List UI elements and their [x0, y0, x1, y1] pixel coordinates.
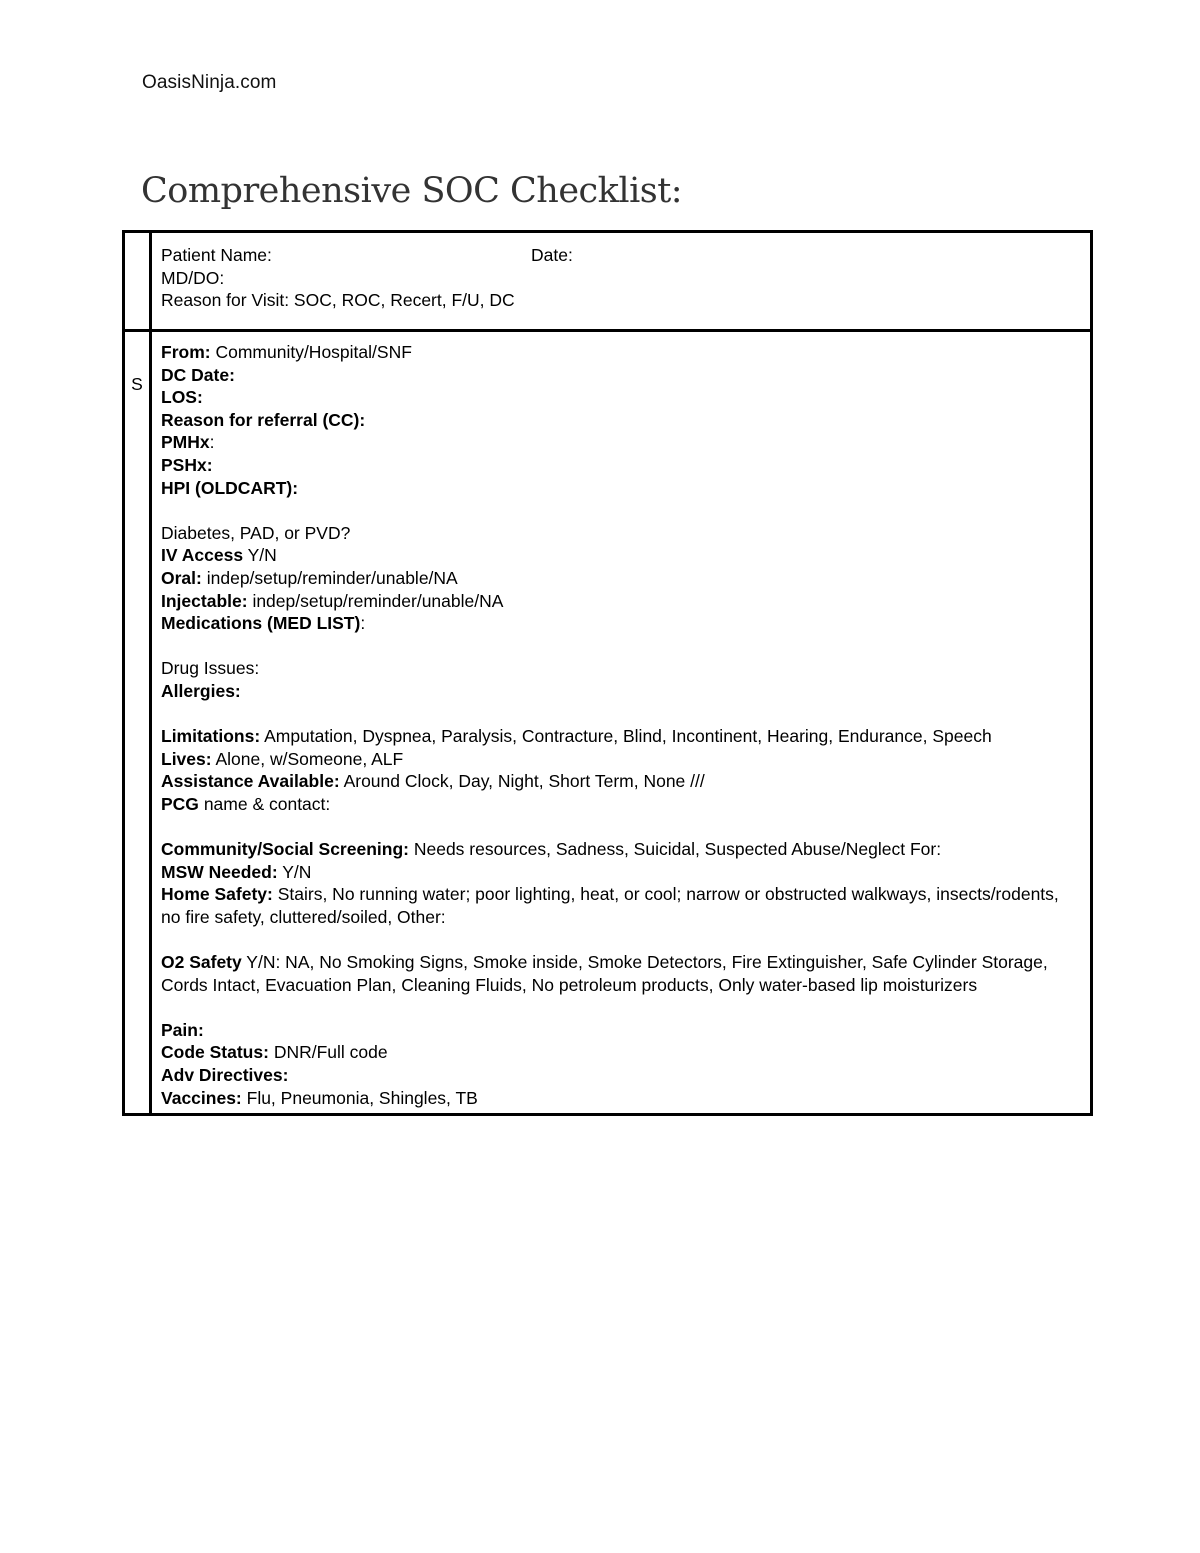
o2-safety-line	[161, 951, 1080, 996]
home-safety-line	[161, 883, 1080, 928]
from-value: Community/Hospital/SNF	[215, 342, 412, 362]
section-s-label: S	[131, 374, 143, 395]
allergies-line	[161, 680, 1080, 703]
assistance-line	[161, 770, 1080, 793]
pcg-line	[161, 793, 1080, 816]
limitations-value: Amputation, Dyspnea, Paralysis, Contracture, Blind, Incontinent, Hearing, Endurance, Speech	[264, 726, 992, 747]
medications-colon: :	[360, 613, 366, 634]
from-label: From:	[161, 342, 211, 362]
injectable-line	[161, 590, 1080, 613]
iv-access-value: Y/N	[247, 545, 277, 566]
dc-date-label: DC Date:	[161, 364, 235, 385]
reason-referral-line	[161, 409, 1080, 432]
pmhx-colon: :	[209, 432, 215, 453]
los-line	[161, 386, 1080, 409]
code-status-label: Code Status:	[161, 1042, 269, 1063]
code-status-value: DNR/Full code	[273, 1042, 388, 1063]
msw-label: MSW Needed:	[161, 861, 278, 882]
spacer	[161, 996, 1080, 1019]
msw-value: Y/N	[282, 861, 312, 882]
adv-directives-line	[161, 1064, 1080, 1087]
lives-value: Alone, w/Someone, ALF	[215, 748, 404, 769]
injectable-label: Injectable:	[161, 590, 248, 611]
adv-directives-label: Adv Directives:	[161, 1065, 289, 1085]
subjective-row	[124, 331, 1092, 1115]
msw-line	[161, 861, 1080, 884]
lives-label: Lives:	[161, 748, 212, 769]
allergies-label: Allergies:	[161, 680, 241, 701]
home-safety-value: Stairs, No running water; poor lighting, heat, or cool; narrow or obstructed walkways, insects/rodents, no fire safety, cluttered/soiled, Other:	[161, 884, 1059, 927]
iv-access-label: IV Access	[161, 545, 244, 566]
patient-info-row	[124, 232, 1092, 331]
patient-name-line	[161, 244, 1080, 267]
vaccines-value: Flu, Pneumonia, Shingles, TB	[246, 1087, 478, 1108]
spacer	[161, 928, 1080, 951]
medications-line	[161, 612, 1080, 635]
pshx-line	[161, 454, 1080, 477]
community-value: Needs resources, Sadness, Suicidal, Suspected Abuse/Neglect For:	[413, 839, 942, 860]
community-label: Community/Social Screening:	[161, 839, 409, 860]
home-safety-label: Home Safety:	[161, 884, 273, 905]
assistance-label: Assistance Available:	[161, 771, 340, 792]
assistance-value: Around Clock, Day, Night, Short Term, None ///	[343, 771, 705, 792]
o2-safety-value: Y/N: NA, No Smoking Signs, Smoke inside, Smoke Detectors, Fire Extinguisher, Safe Cylinder Storage, Cords Intact, Evacuation Plan, Cleaning Fluids, No petroleum products, Only water-based lip moisturizers	[161, 952, 1048, 995]
soc-checklist-table	[122, 230, 1093, 1116]
medications-label: Medications (MED LIST)	[161, 613, 361, 634]
spacer	[161, 815, 1080, 838]
lives-line	[161, 748, 1080, 771]
pmhx-label: PMHx	[161, 432, 210, 453]
vaccines-label: Vaccines:	[161, 1087, 242, 1108]
patient-info-cell	[151, 232, 1092, 331]
patient-info-label-cell	[124, 232, 151, 331]
subjective-label-cell	[124, 331, 151, 1115]
hpi-label: HPI (OLDCART):	[161, 477, 299, 498]
drug-issues-line: Drug Issues:	[161, 658, 260, 679]
spacer	[161, 499, 1080, 522]
pcg-value: name & contact:	[203, 793, 331, 814]
iv-access-line	[161, 544, 1080, 567]
pcg-label: PCG	[161, 793, 199, 814]
reason-referral-label: Reason for referral (CC):	[161, 409, 366, 430]
reason-for-visit-line: Reason for Visit: SOC, ROC, Recert, F/U, DC	[161, 290, 515, 311]
diabetes-line: Diabetes, PAD, or PVD?	[161, 522, 351, 543]
oral-label: Oral:	[161, 567, 202, 588]
limitations-label: Limitations:	[161, 726, 261, 747]
code-status-line	[161, 1041, 1080, 1064]
oral-value: indep/setup/reminder/unable/NA	[206, 567, 458, 588]
md-do-line: MD/DO:	[161, 267, 225, 288]
pain-line	[161, 1019, 1080, 1042]
pmhx-line	[161, 431, 1080, 454]
subjective-cell	[151, 331, 1092, 1115]
oral-line	[161, 567, 1080, 590]
from-line	[161, 341, 1080, 364]
los-label: LOS:	[161, 387, 203, 408]
injectable-value: indep/setup/reminder/unable/NA	[252, 590, 504, 611]
pshx-label: PSHx:	[161, 454, 213, 475]
patient-name-label: Patient Name:	[161, 245, 272, 265]
pain-label: Pain:	[161, 1019, 204, 1040]
spacer	[161, 635, 1080, 658]
page-title: Comprehensive SOC Checklist:	[141, 171, 683, 211]
vaccines-line	[161, 1087, 1080, 1110]
date-label: Date:	[531, 245, 573, 265]
limitations-line	[161, 725, 1080, 748]
o2-safety-label: O2 Safety	[161, 952, 242, 973]
site-name: OasisNinja.com	[142, 72, 277, 93]
hpi-line	[161, 477, 1080, 500]
dc-date-line	[161, 364, 1080, 387]
community-line	[161, 838, 1080, 861]
spacer	[161, 703, 1080, 726]
